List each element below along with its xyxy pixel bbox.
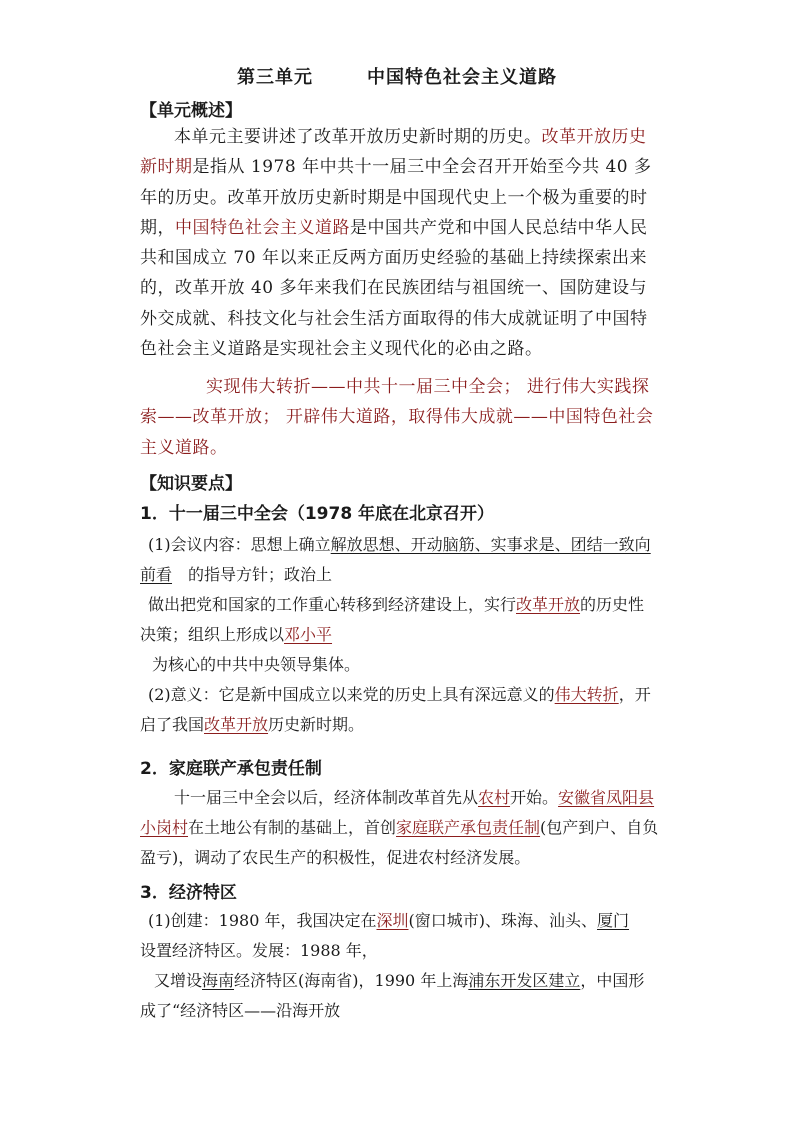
overview-paragraph-1: 本单元主要讲述了改革开放历史新时期的历史。改革开放历史新时期是指从 1978 年中共十一届三中全会召开开始至今共 40 多年的历史。改革开放历史新时期是中国现代史上一个极为重要的时期，中国特色社会主义道路是中国共产党和中国人民总结中华人民共和国成立 70 年以来正反两方面历史经验的基础上持续探索出来的，改革开放 40 多年来我们在民族团结与祖国统一、国防建设与外交成就、科技文化与社会生活方面取得的伟大成就证明了中国特色社会主义道路是实现社会主义现代化的必由之路。 <box>140 127 652 360</box>
xiaogang-village-term: 安徽省凤阳县小岗村 <box>140 788 655 837</box>
reform-opening-term-2: 改革开放 <box>204 715 269 734</box>
deng-xiaoping-term: 邓小平 <box>284 625 333 644</box>
highlight-socialism-road: 中国特色社会主义道路 <box>175 217 350 238</box>
highlight-reform-era: 改革开放历史新时期 <box>140 127 647 178</box>
section-2-content: 十一届三中全会以后，经济体制改革首先从农村开始。安徽省凤阳县小岗村在土地公有制的基础上，首创家庭联产承包责任制(包产到户、自负盈亏)，调动了农民生产的积极性，促进农村经济发展。 <box>140 788 659 867</box>
overview-heading: 【单元概述】 <box>140 101 242 121</box>
pudong-term: 浦东开发区建立 <box>468 971 581 990</box>
unit-name: 中国特色社会主义道路 <box>367 67 557 88</box>
section-3-heading: 3．经济特区 <box>140 883 237 903</box>
page-title <box>0 63 794 89</box>
section-2-heading: 2．家庭联产承包责任制 <box>140 759 322 779</box>
section-3-content: (1)创建：1980 年，我国决定在深圳(窗口城市)、珠海、汕头、厦门 设置经济特区。发展：1988 年， 又增设海南经济特区(海南省)，1990 年上海浦东开发区建立，中国形成了“经济特区——沿海开放 <box>140 911 646 1020</box>
countryside-term: 农村 <box>478 788 511 807</box>
unit-label: 第三单元 <box>237 67 313 88</box>
reform-opening-term: 改革开放 <box>516 595 581 614</box>
guiding-principle: 解放思想、开动脑筋、实事求是、团结一致向前看 <box>140 535 651 584</box>
great-turning-term: 伟大转折 <box>554 685 619 704</box>
household-responsibility-term: 家庭联产承包责任制 <box>396 818 541 837</box>
section-1-heading: 1．十一届三中全会（1978 年底在北京召开） <box>140 504 495 524</box>
xiamen-term: 厦门 <box>597 911 630 930</box>
points-heading: 【知识要点】 <box>140 474 242 494</box>
hainan-term: 海南 <box>202 971 235 990</box>
section-1-content: (1)会议内容：思想上确立解放思想、开动脑筋、实事求是、团结一致向前看 的指导方针；政治上 做出把党和国家的工作重心转移到经济建设上，实行改革开放的历史性决策；组织上形成以邓小平 为核心的中共中央领导集体。 (2)意义：它是新中国成立以来党的历史上具有深远意义的伟大转折，开启了我国改革开放历史新时期。 <box>140 535 651 734</box>
shenzhen-term: 深圳 <box>376 911 409 930</box>
overview-paragraph-2: 实现伟大转折——中共十一届三中全会； 进行伟大实践探索——改革开放； 开辟伟大道路，取得伟大成就——中国特色社会主义道路。 <box>140 377 654 458</box>
